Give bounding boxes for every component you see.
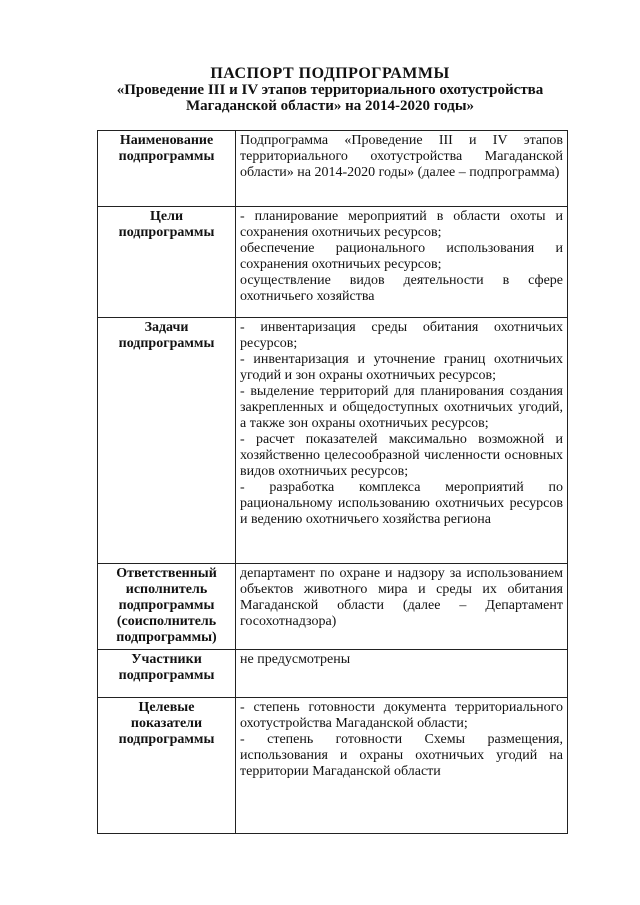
value-line: - расчет показателей максимально возможной и хозяйственно целесообразной численности основных видов охотничьих ресурсов;: [240, 432, 563, 479]
row-label: [98, 650, 236, 698]
value-line: обеспечение рационального использования и сохранения охотничьих ресурсов;: [240, 241, 563, 272]
label-line: (соисполнитель: [116, 614, 217, 629]
value-line: - планирование мероприятий в области охоты и сохранения охотничьих ресурсов;: [240, 209, 563, 240]
title-line-2: «Проведение III и IV этапов территориального охотустройства: [116, 82, 544, 98]
row-value: [236, 650, 568, 698]
label-line: Ответственный: [116, 566, 217, 581]
table-row-indicators: [98, 698, 568, 834]
label-line: Целевые: [138, 700, 195, 715]
value-line: - инвентаризация среды обитания охотничьих ресурсов;: [240, 320, 563, 351]
label-line: Участники: [131, 652, 202, 667]
value-line: департамент по охране и надзору за использованием объектов животного мира и среды их обитания Магаданской области (далее – Департамент госохотнадзора): [240, 566, 563, 629]
row-label: [98, 207, 236, 318]
table-row-name: [98, 131, 568, 207]
label-line: подпрограммы: [118, 336, 215, 351]
value-line: - выделение территорий для планирования создания закрепленных и общедоступных охотничьих угодий, а также зон охраны охотничьих ресурсов;: [240, 384, 563, 431]
value-line: - степень готовности Схемы размещения, использования и охраны охотничьих угодий на территории Магаданской области: [240, 732, 563, 779]
value-line: Подпрограмма «Проведение III и IV этапов территориального охотустройства Магаданской области» на 2014-2020 годы» (далее – подпрограмма): [240, 133, 563, 180]
title-line-1: ПАСПОРТ ПОДПРОГРАММЫ: [210, 65, 450, 82]
label-line: Наименование: [119, 133, 214, 148]
table-row-executor: [98, 564, 568, 650]
label-line: подпрограммы): [116, 630, 217, 645]
label-line: подпрограммы: [118, 598, 215, 613]
label-line: Задачи: [144, 320, 189, 335]
row-label: [98, 318, 236, 564]
value-line: осуществление видов деятельности в сфере охотничьего хозяйства: [240, 273, 563, 304]
label-line: исполнитель: [125, 582, 208, 597]
row-value: [236, 698, 568, 834]
document-title: [80, 66, 580, 114]
row-label: [98, 131, 236, 207]
label-line: Цели: [149, 209, 184, 224]
row-value: [236, 564, 568, 650]
passport-table: [97, 130, 568, 834]
value-line: - инвентаризация и уточнение границ охотничьих угодий и зон охраны охотничьих ресурсов;: [240, 352, 563, 383]
table-row-goals: [98, 207, 568, 318]
label-line: подпрограммы: [118, 732, 215, 747]
row-value: [236, 318, 568, 564]
value-line: - степень готовности документа территориального охотустройства Магаданской области;: [240, 700, 563, 731]
value-line: - разработка комплекса мероприятий по рациональному использованию охотничьих ресурсов и ведению охотничьего хозяйства региона: [240, 480, 563, 527]
table-row-tasks: [98, 318, 568, 564]
label-line: подпрограммы: [118, 668, 215, 683]
title-line-3: Магаданской области» на 2014-2020 годы»: [185, 98, 475, 114]
row-label: [98, 698, 236, 834]
value-line: не предусмотрены: [240, 652, 351, 667]
label-line: показатели: [130, 716, 203, 731]
table-row-participants: [98, 650, 568, 698]
row-value: [236, 131, 568, 207]
row-value: [236, 207, 568, 318]
row-label: [98, 564, 236, 650]
label-line: подпрограммы: [118, 149, 215, 164]
label-line: подпрограммы: [118, 225, 215, 240]
